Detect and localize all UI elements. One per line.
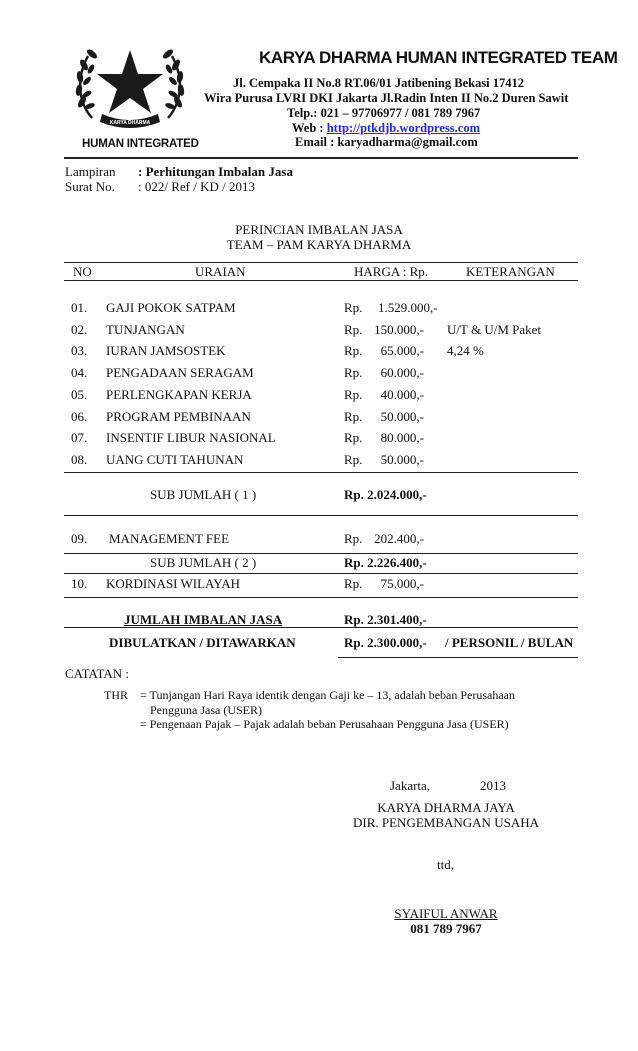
company-name: KARYA DHARMA HUMAN INTEGRATED TEAM <box>259 48 618 67</box>
row-value: 60.000,- <box>380 365 424 380</box>
row-note: 4,24 % <box>447 343 484 358</box>
row-item: PENGADAAN SERAGAM <box>106 365 254 380</box>
regional-value: 75.000,- <box>380 576 424 591</box>
doc-title-1: PERINCIAN IMBALAN JASA <box>235 222 403 237</box>
row-item: INSENTIF LIBUR NASIONAL <box>106 430 276 445</box>
subtotal2-label: SUB JUMLAH ( 2 ) <box>150 555 257 570</box>
management-item: MANAGEMENT FEE <box>109 531 230 546</box>
web-line <box>292 121 480 136</box>
row-item: GAJI POKOK SATPAM <box>106 300 236 315</box>
management-rp: Rp. <box>344 531 363 546</box>
company-logo <box>72 36 188 132</box>
row-amount <box>344 409 424 425</box>
web-label: Web : <box>292 121 327 135</box>
row-item: TUNJANGAN <box>106 322 185 337</box>
subtotal2-rule <box>64 573 578 574</box>
col-header-uraian: URAIAN <box>195 264 246 279</box>
row-item: UANG CUTI TAHUNAN <box>106 452 244 467</box>
row-amount <box>344 365 424 381</box>
note-line-2: Pengguna Jasa (USER) <box>150 703 262 717</box>
management-no: 09. <box>71 531 88 546</box>
table-top-rule <box>64 262 578 263</box>
row-item: PERLENGKAPAN KERJA <box>106 387 252 402</box>
regional-item: KORDINASI WILAYAH <box>106 576 240 591</box>
row-no: 07. <box>71 430 88 445</box>
row-rp: Rp. <box>344 430 363 445</box>
row-value: 40.000,- <box>380 387 424 402</box>
row-no: 06. <box>71 409 88 424</box>
subtotal1-bottom-rule <box>64 515 578 516</box>
row-value: 150.000,- <box>374 322 424 337</box>
regional-rp: Rp. <box>344 576 363 591</box>
row-amount <box>344 343 424 359</box>
row-rp: Rp. <box>344 387 363 402</box>
row-note: U/T & U/M Paket <box>447 322 542 337</box>
row-value: 50.000,- <box>380 452 424 467</box>
phone-line: Telp.: 021 – 97706977 / 081 789 7967 <box>287 106 481 120</box>
logo-caption: HUMAN INTEGRATED <box>82 138 199 150</box>
row-amount <box>344 387 424 403</box>
rounded-rule <box>338 657 578 658</box>
management-value: 202.400,- <box>374 531 424 546</box>
signature-org: KARYA DHARMA JAYA <box>377 800 515 815</box>
lampiran-value: : Perhitungan Imbalan Jasa <box>138 164 293 179</box>
surat-label: Surat No. <box>65 179 115 194</box>
web-link[interactable]: http://ptkdjb.wordpress.com <box>326 121 480 135</box>
row-amount <box>344 452 424 468</box>
row-value: 50.000,- <box>380 409 424 424</box>
regional-rule <box>64 597 578 598</box>
subtotal1-top-rule <box>64 472 578 473</box>
total-label: JUMLAH IMBALAN JASA <box>124 612 283 627</box>
note-line-1: = Tunjangan Hari Raya identik dengan Gaji ke – 13, adalah beban Perusahaan <box>140 688 515 702</box>
row-rp: Rp. <box>344 365 363 380</box>
signature-ttd: ttd, <box>437 857 454 872</box>
row-no: 04. <box>71 365 88 380</box>
col-header-no: NO <box>73 264 92 279</box>
thr-label: THR <box>104 688 128 702</box>
header-rule <box>64 157 578 159</box>
row-rp: Rp. <box>344 409 363 424</box>
total-rule <box>64 627 578 628</box>
signatory-name: SYAIFUL ANWAR <box>394 906 498 921</box>
note-line-3: = Pengenaan Pajak – Pajak adalah beban Perusahaan Pengguna Jasa (USER) <box>140 717 509 731</box>
regional-amount <box>344 576 424 592</box>
row-rp: Rp. <box>344 343 363 358</box>
management-amount <box>344 531 424 547</box>
svg-text:KARYA DHARMA: KARYA DHARMA <box>109 120 151 126</box>
signature-year: 2013 <box>480 778 506 793</box>
address-line-1: Jl. Cempaka II No.8 RT.06/01 Jatibening Bekasi 17412 <box>233 76 525 90</box>
col-header-harga: HARGA : Rp. <box>354 264 429 279</box>
row-value: 80.000,- <box>380 430 424 445</box>
row-item: PROGRAM PEMBINAAN <box>106 409 251 424</box>
row-rp: Rp. <box>344 322 363 337</box>
rounded-label: DIBULATKAN / DITAWARKAN <box>109 635 296 650</box>
address-line-2: Wira Purusa LVRI DKI Jakarta Jl.Radin Inten II No.2 Duren Sawit <box>204 91 569 105</box>
row-amount <box>344 430 424 446</box>
row-no: 05. <box>71 387 88 402</box>
row-amount <box>344 322 424 338</box>
rounded-amount: Rp. 2.300.000,- <box>344 635 427 650</box>
total-amount: Rp. 2.301.400,- <box>344 612 427 627</box>
email-line: Email : karyadharma@gmail.com <box>295 135 478 149</box>
row-amount <box>344 300 438 316</box>
signature-place: Jakarta, <box>390 778 431 793</box>
notes-heading: CATATAN : <box>65 666 130 681</box>
row-value: 65.000,- <box>380 343 424 358</box>
subtotal1-label: SUB JUMLAH ( 1 ) <box>150 487 257 502</box>
subtotal2-amount: Rp. 2.226.400,- <box>344 555 427 570</box>
row-no: 02. <box>71 322 88 337</box>
row-rp: Rp. <box>344 452 363 467</box>
row-no: 01. <box>71 300 88 315</box>
table-header-rule <box>64 280 578 281</box>
management-rule <box>64 553 578 554</box>
row-value: 1.529.000,- <box>378 300 438 315</box>
lampiran-label: Lampiran <box>65 164 116 179</box>
signature-position: DIR. PENGEMBANGAN USAHA <box>353 815 539 830</box>
regional-no: 10. <box>71 576 88 591</box>
row-item: IURAN JAMSOSTEK <box>106 343 226 358</box>
doc-title-2: TEAM – PAM KARYA DHARMA <box>226 237 412 252</box>
rounded-note: / PERSONIL / BULAN <box>445 635 574 650</box>
subtotal1-amount: Rp. 2.024.000,- <box>344 487 427 502</box>
signatory-phone: 081 789 7967 <box>410 921 482 936</box>
surat-value: : 022/ Ref / KD / 2013 <box>138 179 255 194</box>
col-header-keterangan: KETERANGAN <box>466 264 555 279</box>
row-rp: Rp. <box>344 300 363 315</box>
row-no: 08. <box>71 452 88 467</box>
row-no: 03. <box>71 343 88 358</box>
